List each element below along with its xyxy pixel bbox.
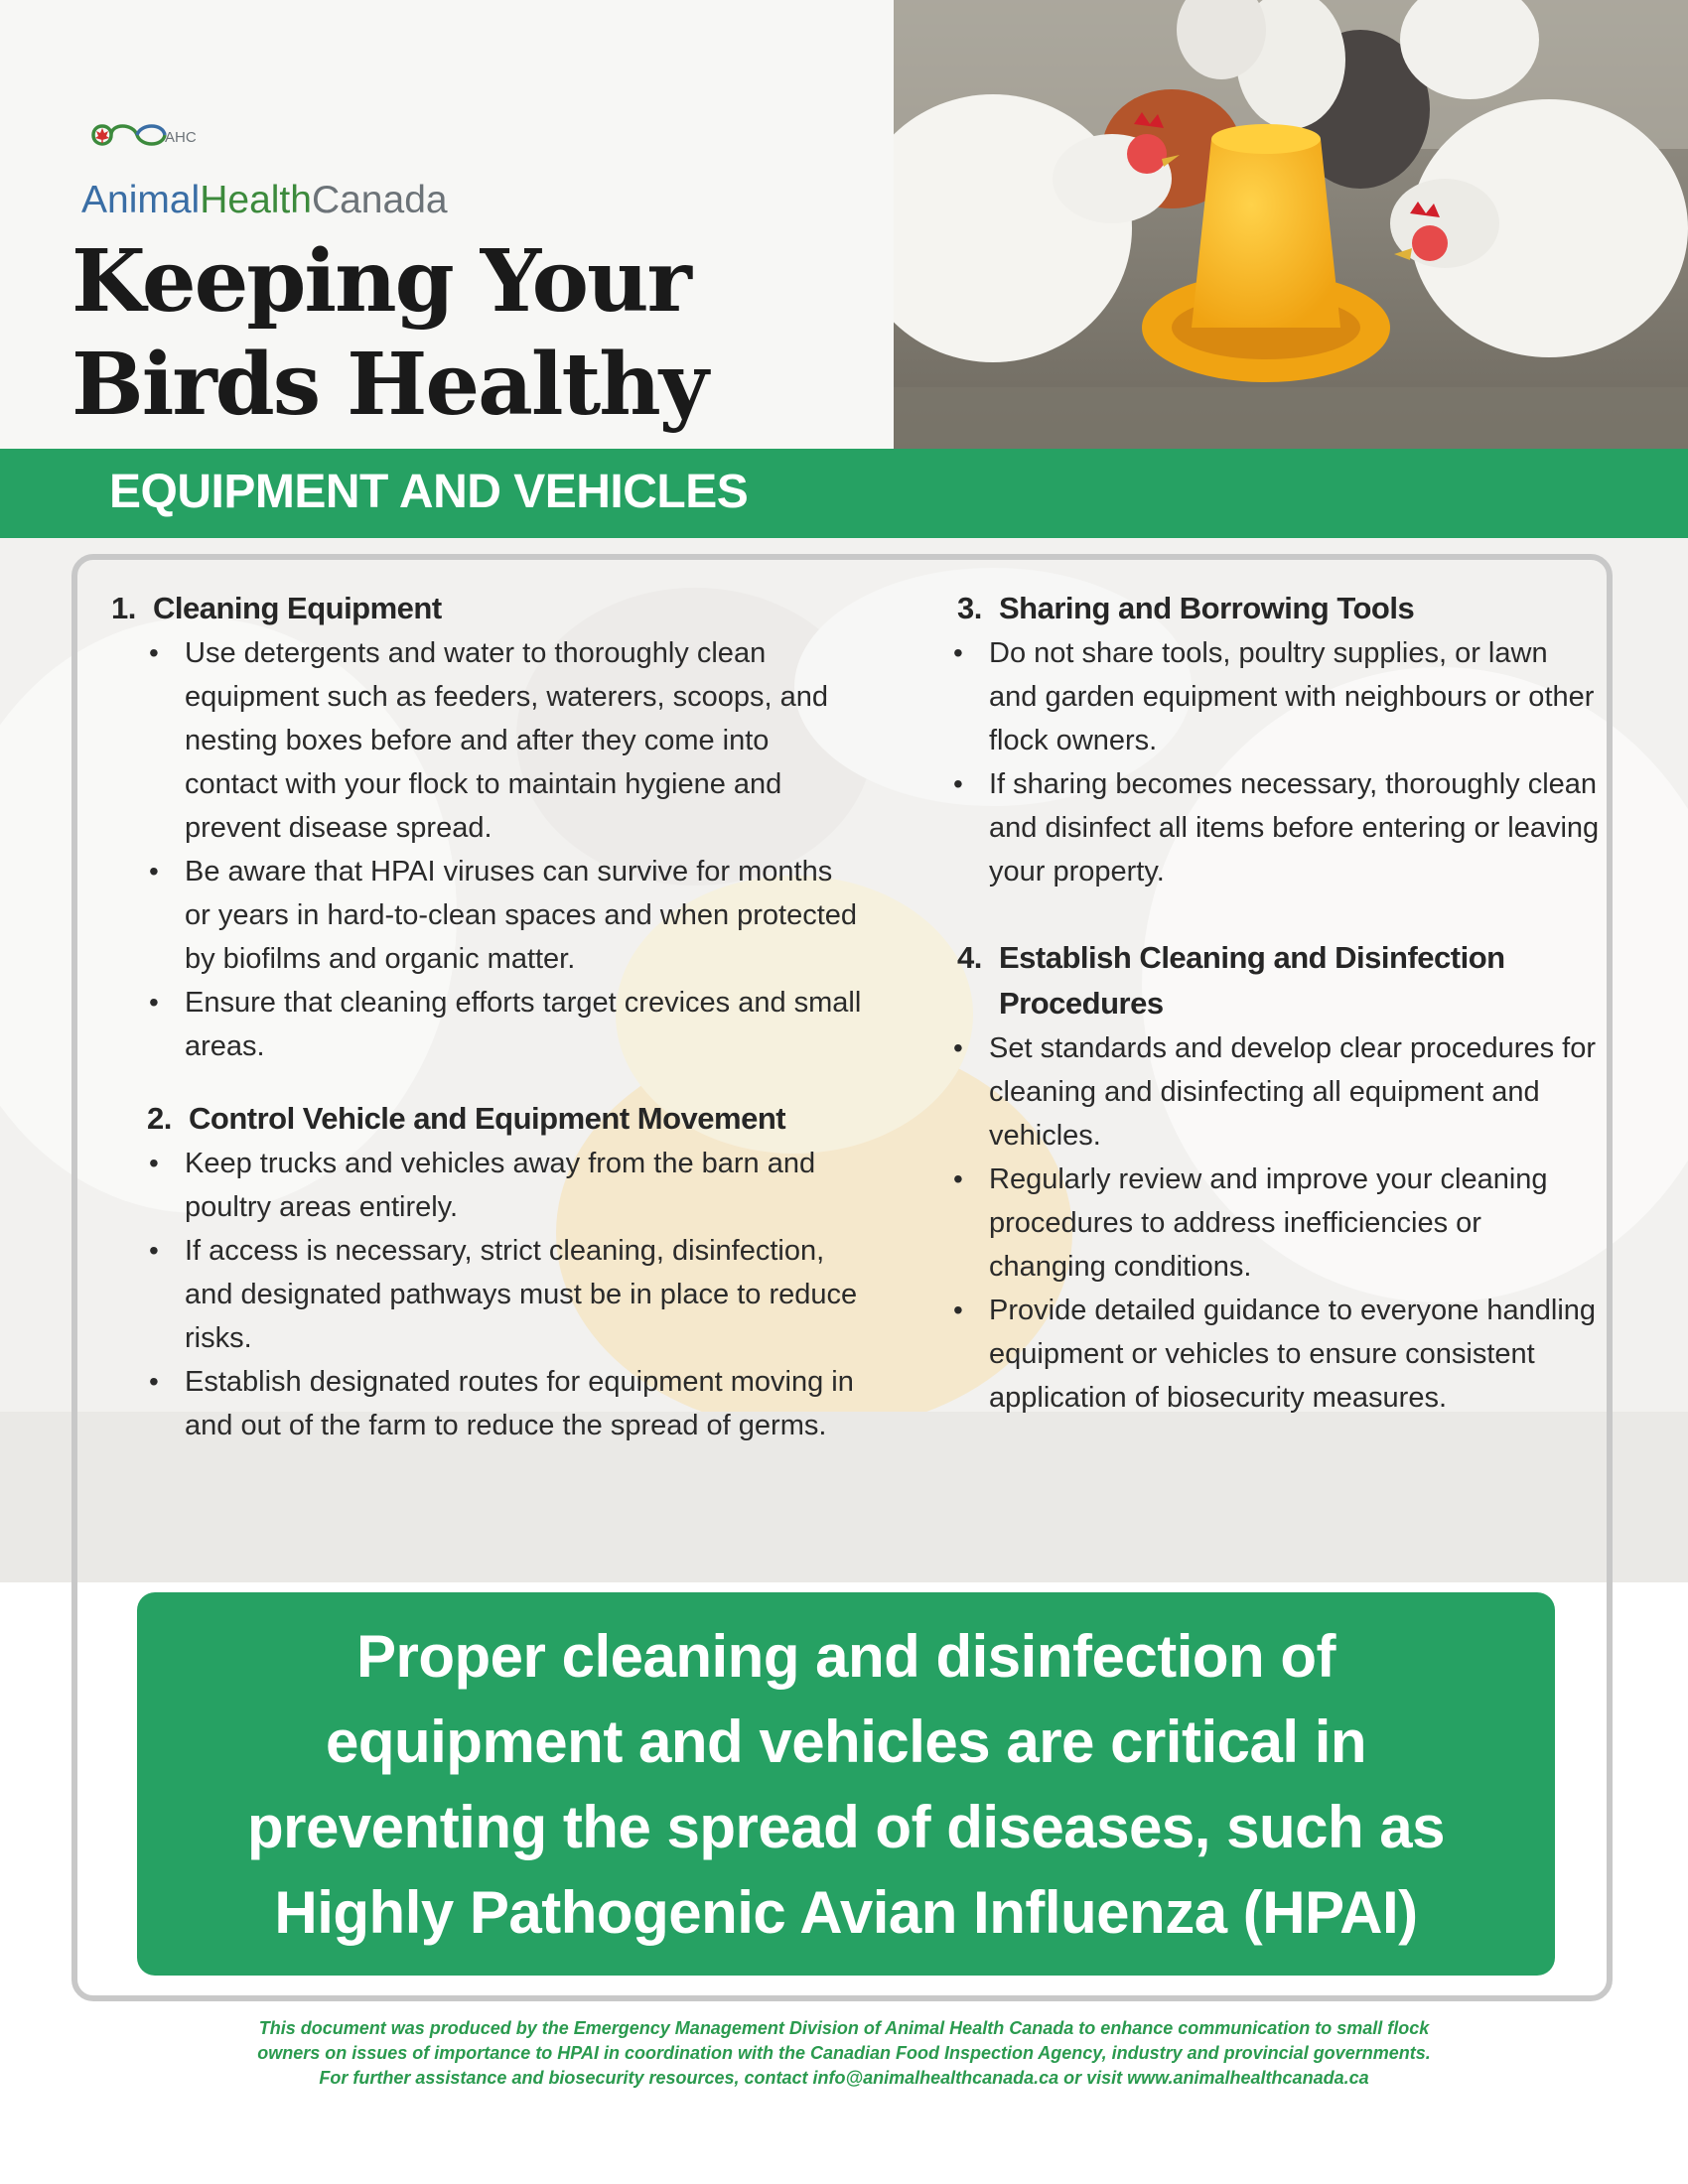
- section-cleaning-equipment: [111, 586, 866, 1068]
- callout-line: preventing the spread of diseases, such as: [246, 1794, 1446, 1860]
- callout-line: Highly Pathogenic Avian Influenza (HPAI): [274, 1879, 1418, 1946]
- hero-chickens-photo: [894, 0, 1688, 449]
- section-heading: [147, 1096, 866, 1142]
- section-number: 2.: [147, 1101, 172, 1136]
- bullet-list: [933, 631, 1601, 893]
- section-number: 3.: [957, 591, 982, 625]
- section-heading-text: Cleaning Equipment: [153, 591, 442, 625]
- page-title: [71, 230, 826, 437]
- page-title-line2: Birds Healthy: [71, 335, 707, 435]
- list-item: • Provide detailed guidance to everyone handling equipment or vehicles to ensure consistent application of biosecurity measures.: [933, 1289, 1601, 1420]
- bullet-list: [933, 1026, 1601, 1420]
- footer-line: This document was produced by the Emergency Management Division of Animal Health Canada to enhance communication to small flock: [258, 2018, 1430, 2038]
- list-item: • Use detergents and water to thoroughly clean equipment such as feeders, waterers, scoops, and nesting boxes before and after they come into contact with your flock to maintain hygiene and prevent disease spread.: [129, 631, 866, 850]
- footer-line: For further assistance and biosecurity resources, contact info@animalhealthcanada.ca or visit www.animalhealthcanada.ca: [319, 2068, 1369, 2088]
- callout-line: equipment and vehicles are critical in: [325, 1708, 1367, 1775]
- section-number: 1.: [111, 591, 136, 625]
- list-item: • If sharing becomes necessary, thoroughly clean and disinfect all items before entering or leaving your property.: [933, 762, 1601, 893]
- bullet-list: [129, 631, 866, 1068]
- logo-ahc-text: AHC: [165, 129, 197, 146]
- list-item: • Set standards and develop clear procedures for cleaning and disinfecting all equipment and vehicles.: [933, 1026, 1601, 1158]
- list-item: • Be aware that HPAI viruses can survive for months or years in hard-to-clean spaces and when protected by biofilms and organic matter.: [129, 850, 866, 981]
- section-title: EQUIPMENT AND VEHICLES: [109, 466, 749, 518]
- section-cleaning-procedures: [933, 935, 1601, 1420]
- footer-note: [159, 2016, 1529, 2091]
- brand-animal: Animal: [81, 179, 201, 221]
- brand-canada: Canada: [311, 179, 448, 221]
- left-column: [111, 586, 866, 1447]
- brand-logo: [81, 115, 578, 224]
- section-heading-text: Control Vehicle and Equipment Movement: [189, 1101, 786, 1136]
- list-item: • Regularly review and improve your cleaning procedures to address inefficiencies or changing conditions.: [933, 1158, 1601, 1289]
- list-item: • If access is necessary, strict cleaning, disinfection, and designated pathways must be in place to reduce risks.: [129, 1229, 866, 1360]
- section-heading: [111, 586, 866, 631]
- section-sharing-tools: [933, 586, 1601, 893]
- section-heading-text: Sharing and Borrowing Tools: [999, 591, 1415, 625]
- callout-text: [137, 1614, 1555, 1956]
- page-title-line1: Keeping Your: [71, 231, 690, 332]
- section-heading: [957, 586, 1601, 631]
- right-column: [915, 586, 1601, 1420]
- callout-box: [137, 1592, 1555, 1976]
- section-vehicle-movement: [129, 1096, 866, 1447]
- section-number: 4.: [957, 940, 982, 975]
- footer-line: owners on issues of importance to HPAI in coordination with the Canadian Food Inspection Agency, industry and provincial governments.: [257, 2043, 1431, 2063]
- list-item: • Do not share tools, poultry supplies, or lawn and garden equipment with neighbours or other flock owners.: [933, 631, 1601, 762]
- list-item: • Establish designated routes for equipment moving in and out of the farm to reduce the spread of germs.: [129, 1360, 866, 1447]
- brand-wordmark: [81, 179, 448, 222]
- brand-health: Health: [200, 179, 312, 221]
- callout-line: Proper cleaning and disinfection of: [356, 1623, 1336, 1690]
- list-item: • Ensure that cleaning efforts target crevices and small areas.: [129, 981, 866, 1068]
- bullet-list: [129, 1142, 866, 1447]
- list-item: • Keep trucks and vehicles away from the barn and poultry areas entirely.: [129, 1142, 866, 1229]
- section-heading-text: Establish Cleaning and Disinfection Procedures: [999, 940, 1505, 1021]
- section-heading: [957, 935, 1601, 1026]
